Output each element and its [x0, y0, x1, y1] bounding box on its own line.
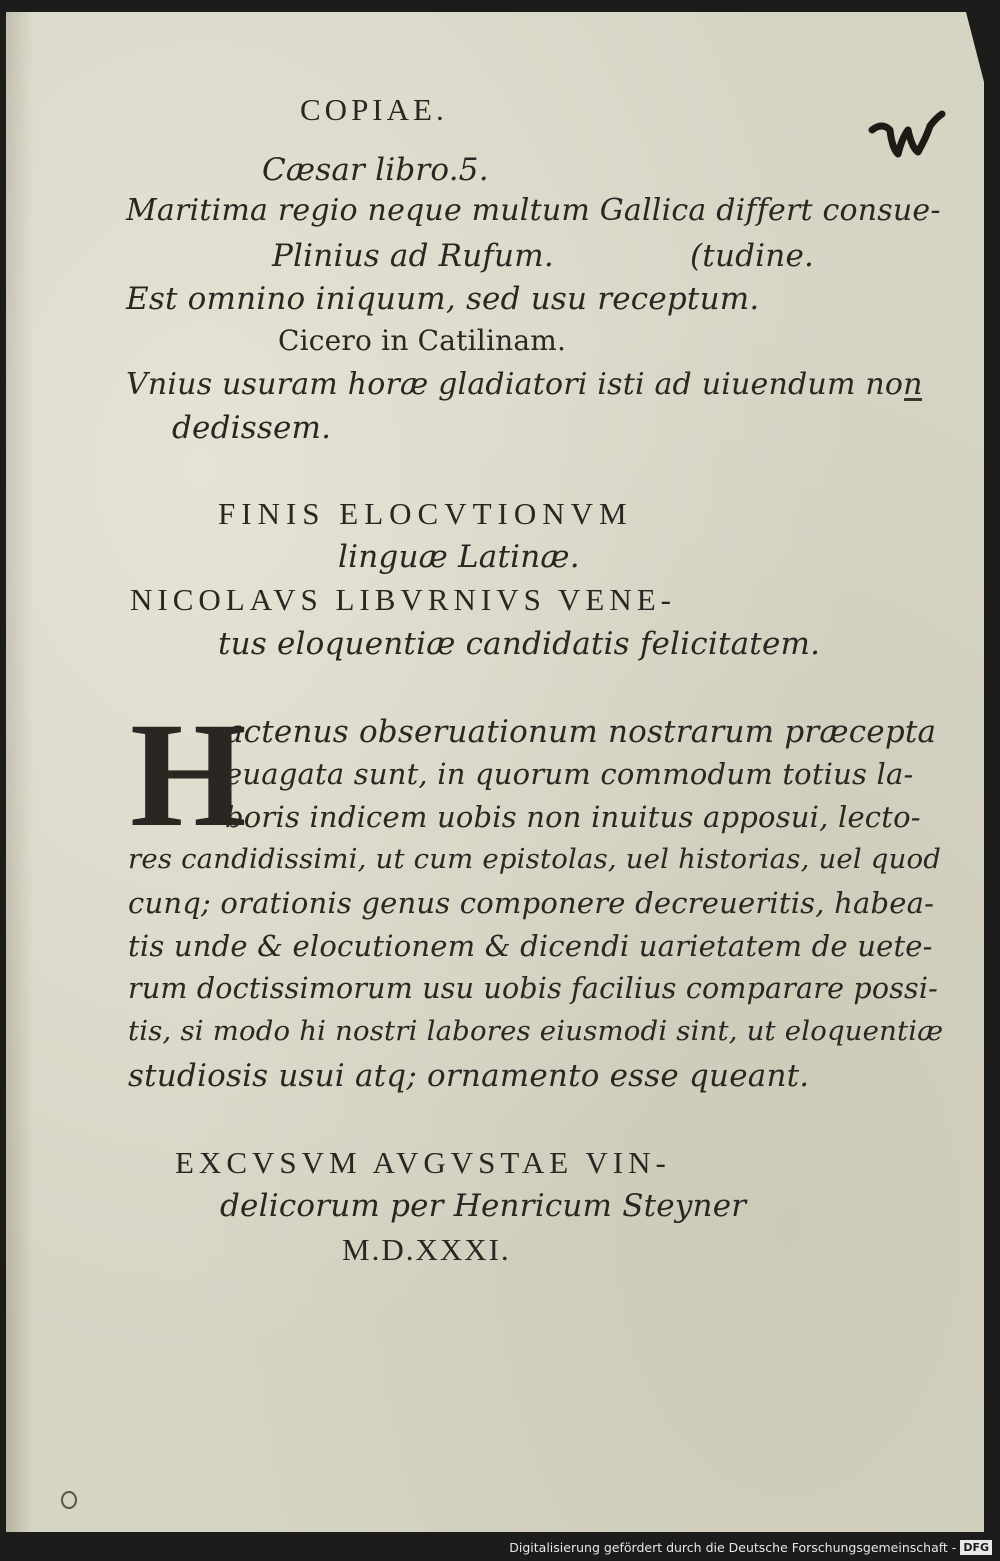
drop-cap: H	[130, 692, 247, 858]
author-name: NICOLAVS LIBVRNIVS VENE-	[130, 582, 676, 617]
handwritten-mark-icon	[868, 108, 946, 166]
footer-credit	[509, 1540, 992, 1555]
body-line: res candidissimi, ut cum epistolas, uel historias, uel quod	[128, 843, 942, 875]
text-line: Vnius usuram horæ gladiatori isti ad uiuendum non	[126, 367, 923, 402]
colophon-line: EXCVSVM AVGVSTAE VIN-	[175, 1145, 671, 1180]
text-line: Maritima regio neque multum Gallica differt consue-	[126, 193, 941, 228]
dfg-logo: DFG	[960, 1540, 992, 1555]
text-line: Cæsar libro.5.	[262, 152, 489, 188]
dedication-line: tus eloquentiæ candidatis felicitatem.	[218, 626, 821, 662]
colophon-date: M.D.XXXI.	[342, 1232, 511, 1267]
body-line: tis, si modo hi nostri labores eiusmodi sint, ut eloquentiæ	[128, 1015, 944, 1047]
body-line: boris indicem uobis non inuitus apposui, lecto-	[225, 800, 921, 834]
body-line: tis unde & elocutionem & dicendi uarietatem de uete-	[128, 929, 933, 963]
ink-circle-mark	[61, 1491, 77, 1509]
page-heading: COPIAE.	[300, 92, 448, 127]
finis-title: FINIS ELOCVTIONVM	[218, 496, 633, 531]
text-line: (tudine.	[690, 238, 815, 274]
body-line: rum doctissimorum usu uobis facilius comparare possi-	[128, 972, 938, 1005]
body-line: studiosis usui atq; ornamento esse queant.	[128, 1058, 810, 1094]
text-line: Est omnino iniquum, sed usu receptum.	[126, 281, 760, 317]
text-line: dedissem.	[172, 410, 332, 446]
finis-subtitle: linguæ Latinæ.	[338, 539, 580, 575]
body-line: euagata sunt, in quorum commodum totius la-	[225, 757, 914, 791]
body-line: cunq; orationis genus componere decreueritis, habea-	[128, 886, 935, 920]
body-line: actenus obseruationum nostrarum præcepta	[225, 714, 937, 750]
text-line: Plinius ad Rufum.	[272, 238, 554, 274]
text-line: Cicero in Catilinam.	[278, 324, 567, 357]
footer-text: Digitalisierung gefördert durch die Deutsche Forschungsgemeinschaft -	[509, 1540, 957, 1555]
colophon-line: delicorum per Henricum Steyner	[220, 1188, 747, 1224]
